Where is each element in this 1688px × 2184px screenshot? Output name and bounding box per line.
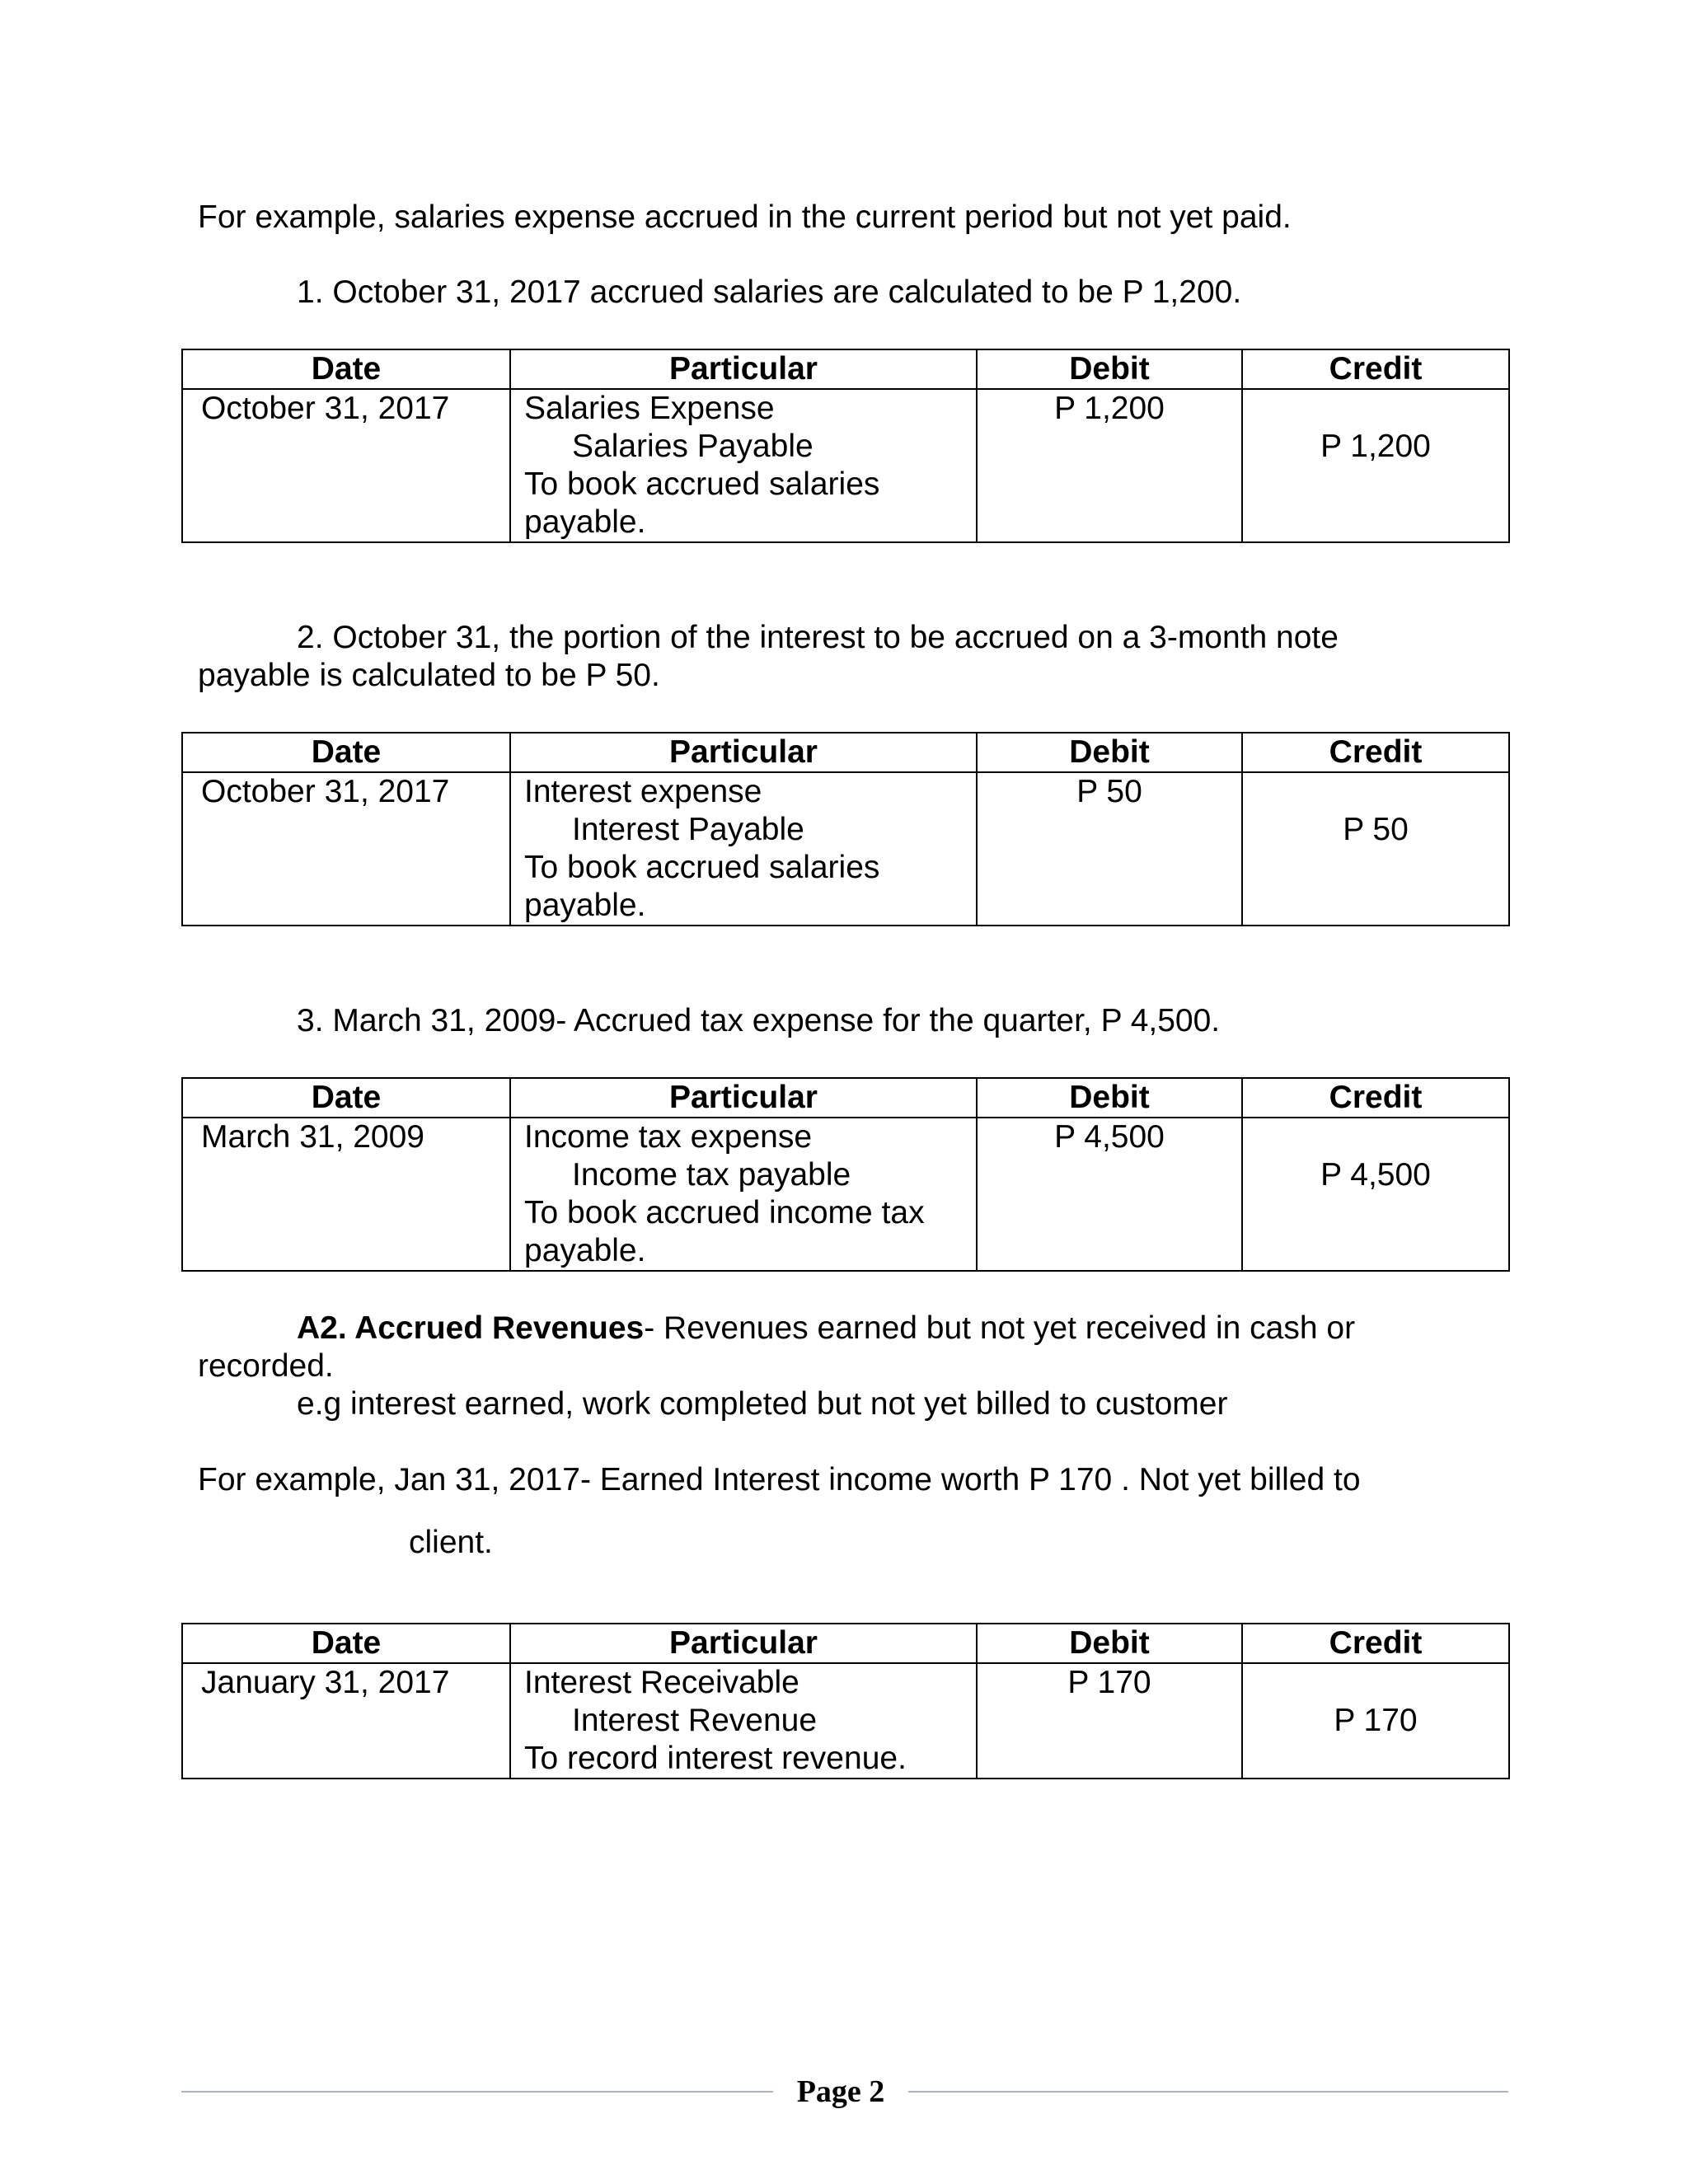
table-header-row	[182, 1078, 1509, 1118]
header-credit: Credit	[1242, 349, 1509, 389]
debit-amount: P 4,500	[977, 1118, 1242, 1271]
credit-account: Interest Payable	[572, 812, 804, 847]
credit-amount: P 170	[1334, 1703, 1418, 1738]
memo-line: payable.	[524, 1233, 646, 1268]
table-row	[182, 772, 1509, 926]
header-credit: Credit	[1242, 1624, 1509, 1663]
section-a2-example-line1: For example, Jan 31, 2017- Earned Interest income worth P 170 . Not yet billed to	[198, 1462, 1361, 1497]
item-3-heading: 3. March 31, 2009- Accrued tax expense for the quarter, P 4,500.	[297, 1003, 1221, 1038]
journal-entry-table-2	[181, 732, 1510, 926]
debit-account: Interest expense	[524, 774, 762, 809]
debit-account: Salaries Expense	[524, 391, 775, 426]
credit-account: Income tax payable	[572, 1157, 851, 1193]
credit-cell	[1242, 772, 1509, 926]
header-particular: Particular	[510, 1624, 977, 1663]
credit-account: Salaries Payable	[572, 429, 814, 464]
header-credit: Credit	[1242, 1078, 1509, 1118]
memo-line: payable.	[524, 504, 646, 540]
table-row	[182, 1663, 1509, 1779]
debit-account: Income tax expense	[524, 1119, 813, 1155]
footer-rule-left	[181, 2091, 773, 2093]
item-2-heading-cont: payable is calculated to be P 50.	[198, 658, 660, 693]
header-debit: Debit	[977, 1078, 1242, 1118]
credit-account: Interest Revenue	[572, 1703, 818, 1738]
header-debit: Debit	[977, 349, 1242, 389]
credit-amount: P 50	[1343, 812, 1409, 847]
table-row	[182, 389, 1509, 542]
entry-date: October 31, 2017	[182, 772, 510, 926]
header-particular: Particular	[510, 1078, 977, 1118]
section-a2-line2: recorded.	[198, 1348, 334, 1384]
debit-amount: P 50	[977, 772, 1242, 926]
entry-particular	[510, 772, 977, 926]
header-particular: Particular	[510, 349, 977, 389]
header-date: Date	[182, 349, 510, 389]
credit-amount: P 4,500	[1320, 1157, 1431, 1193]
header-particular: Particular	[510, 733, 977, 772]
header-debit: Debit	[977, 733, 1242, 772]
debit-amount: P 170	[977, 1663, 1242, 1779]
journal-entry-table-3	[181, 1077, 1510, 1272]
section-a2-line1	[297, 1310, 1355, 1347]
debit-account: Interest Receivable	[524, 1665, 799, 1700]
journal-entry-table-4	[181, 1623, 1510, 1779]
memo-line: payable.	[524, 888, 646, 923]
section-a2-text: - Revenues earned but not yet received in cash or	[644, 1310, 1356, 1346]
debit-amount: P 1,200	[977, 389, 1242, 542]
credit-cell	[1242, 1663, 1509, 1779]
entry-date: January 31, 2017	[182, 1663, 510, 1779]
memo-line: To record interest revenue.	[524, 1741, 907, 1776]
item-2-heading: 2. October 31, the portion of the interest to be accrued on a 3-month note	[297, 620, 1339, 655]
header-date: Date	[182, 1078, 510, 1118]
credit-cell	[1242, 1118, 1509, 1271]
memo-line: To book accrued income tax	[524, 1195, 925, 1230]
table-header-row	[182, 733, 1509, 772]
header-debit: Debit	[977, 1624, 1242, 1663]
section-a2-title: A2. Accrued Revenues	[297, 1310, 645, 1346]
table-row	[182, 1118, 1509, 1271]
intro-text: For example, salaries expense accrued in the current period but not yet paid.	[198, 199, 1292, 235]
credit-cell	[1242, 389, 1509, 542]
header-credit: Credit	[1242, 733, 1509, 772]
journal-entry-table-1	[181, 349, 1510, 543]
item-1-heading: 1. October 31, 2017 accrued salaries are calculated to be P 1,200.	[297, 274, 1242, 310]
section-a2-example-line2: client.	[409, 1525, 493, 1560]
entry-particular	[510, 389, 977, 542]
table-header-row	[182, 1624, 1509, 1663]
memo-line: To book accrued salaries	[524, 466, 880, 502]
entry-date: October 31, 2017	[182, 389, 510, 542]
entry-date: March 31, 2009	[182, 1118, 510, 1271]
page-number: Page 2	[796, 2074, 885, 2109]
section-a2-example-types: e.g interest earned, work completed but not yet billed to customer	[297, 1386, 1228, 1422]
footer-rule-right	[908, 2091, 1508, 2093]
entry-particular	[510, 1663, 977, 1779]
header-date: Date	[182, 1624, 510, 1663]
header-date: Date	[182, 733, 510, 772]
credit-amount: P 1,200	[1320, 429, 1431, 464]
memo-line: To book accrued salaries	[524, 850, 880, 885]
entry-particular	[510, 1118, 977, 1271]
table-header-row	[182, 349, 1509, 389]
